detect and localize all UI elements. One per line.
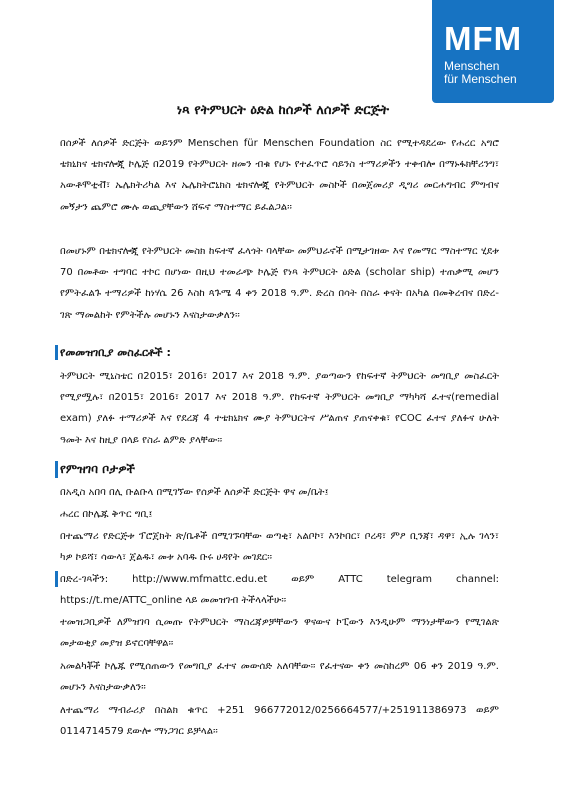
- place-head-office: በአዲስ አበባ በሊ ቡልቡላ በሚገኘው የሰዎች ለሰዎች ድርጅት ዋና መ/ቤት፤: [60, 487, 329, 498]
- place-college: ሐረር በኮሌጁ ቅጥር ግቢ፤: [60, 509, 153, 520]
- required-documents: ተመዝጋቢዎች ለምዝገባ ሲመጡ የትምህርት ማስረጃዎቻቸውን ዋናውና ኮፒውን እንዲሁም ማንነታቸውን የሚገልጽ መታወቂያ መያዝ ይኖርባቸዋል፡፡: [60, 617, 499, 650]
- criteria-paragraph: ትምህርት ሚኒስቴር በ2015፣ 2016፣ 2017 እና 2018 ዓ.ም. ያወጣውን የከፍተኛ ትምህርት መግቢያ መስፈርት የሚያሟሉ፣ በ2015፣ 2016፣ 2017 እና 2018 ዓ.ም. የከፍተኛ ትምህርት መግቢያ ማካካሻ ፈተና(remedial exam) ያለፉ ተማሪዎች እና የደረጃ 4 ተቴክኒክና ሙያ ትምህርትና ሥልጠና ያጠናቀቁ፣ የCOC ፈተና ያለፉና ሁለት ዓመት እና ከዚያ በላይ የስራ ልምድ ያላቸው፡፡: [60, 371, 499, 446]
- logo-tagline-line1: Menschen: [444, 59, 500, 73]
- mfm-logo: [432, 0, 554, 103]
- entrance-exam: አመልካቾች ኮሌጁ የሚሰጠውን የመግቢያ ፈተና መውሰድ አለባቸው፡፡ የፈተናው ቀን መስከረም 06 ቀን 2019 ዓ.ም. መሆኑን እናስታውቃለን፡፡: [60, 661, 499, 694]
- document-title: ነጻ የትምህርት ዕድል ከሰዎች ለሰዎች ድርጅት: [176, 103, 390, 118]
- online-registration: በድረ-ገጻችን: http://www.mfmattc.edu.et ወይም ATTC telegram channel: https://t.me/ATTC_online ላይ መመዝገብ ትችላላችሁ፡፡: [60, 574, 499, 607]
- intro-paragraph: በሰዎች ለሰዎች ድርጅት ወይንም Menschen für Menschen Foundation ስር የሚተዳደረው የሐረር አግሮ ቴክኒክና ቴክኖሎጂ ኮሌጅ በ2019 የትምህርት ዘመን ብቁ የሆኑ የተፈጥሮ ሳይንስ ተማሪዎችን ተቀብሎ በማኑፋክቸሪንግ፣ አውቶሞቲቭ፣ ኤሌክትሪካል እና ኤሌክትሮኒክስ ቴክኖሎጂ የትምህርት መስኮች በመጀመሪያ ዲግሪ መርሐግብር ምግብና መኝታን ጨምሮ ሙሉ ወጪያቸውን ሸፍኖ ማስተማር ይፈልጋል፡፡: [60, 138, 499, 213]
- places-heading: የምዝገባ ቦታዎች: [60, 462, 136, 476]
- criteria-heading-marker: [55, 345, 58, 360]
- places-heading-marker: [55, 461, 58, 478]
- online-marker: [55, 571, 58, 587]
- logo-mark: MFM: [444, 20, 523, 57]
- contact-info: ለተጨማሪ ማብራሪያ በስልክ ቁጥር +251 966772012/0256664577/+251911386973 ወይም 0114714579 ደውሎ ማነጋገር ይቻላል፡፡: [60, 705, 499, 738]
- place-project-offices: በተጨማሪ የድርጅቱ ፕሮጀክት ጽ/ቤቶች በሚገኙባቸው ወጣቂ፣ አልቦኮ፣ እንኮበር፣ ቦረዳ፣ ምዖ ቢንጃ፣ ዳዋ፣ ኢሉ ገላን፣ ካዎ ኮይሻ፣ ሳውላ፣ ጀልዱ፣ መቱ አባዱ ቡሩ ሀዳየት መገደር፡፡: [60, 531, 499, 564]
- scholarship-paragraph: በመሆኑም በቴክኖሎጂ የትምህርት መስክ ከፍተኛ ፈላጎት ባላቸው መምህራኖች በሚታገዘው እና የመማር ማስተማር ሂደቱ 70 በመቶው ተግባር ተኮር በሆነው በዚህ ተመራጭ ኮሌጅ የነጻ ትምህርት ዕድል (scholar ship) ተጠቃሚ መሆን የምትፈልጉ ተማሪዎች ከነሃሴ 26 እስከ ጳጉሜ 4 ቀን 2018 ዓ.ም. ድረስ በሳት በስራ ቀናት በአካል በመቅረብና በድረ- ገጽ ማመልከት የምትችሉ መሆኑን እናስታውቃለን፡፡: [60, 246, 499, 321]
- criteria-heading: የመመዝገቢያ መስፈርቶች :: [60, 346, 171, 359]
- logo-tagline: [444, 60, 517, 86]
- logo-tagline-line2: für Menschen: [444, 72, 517, 86]
